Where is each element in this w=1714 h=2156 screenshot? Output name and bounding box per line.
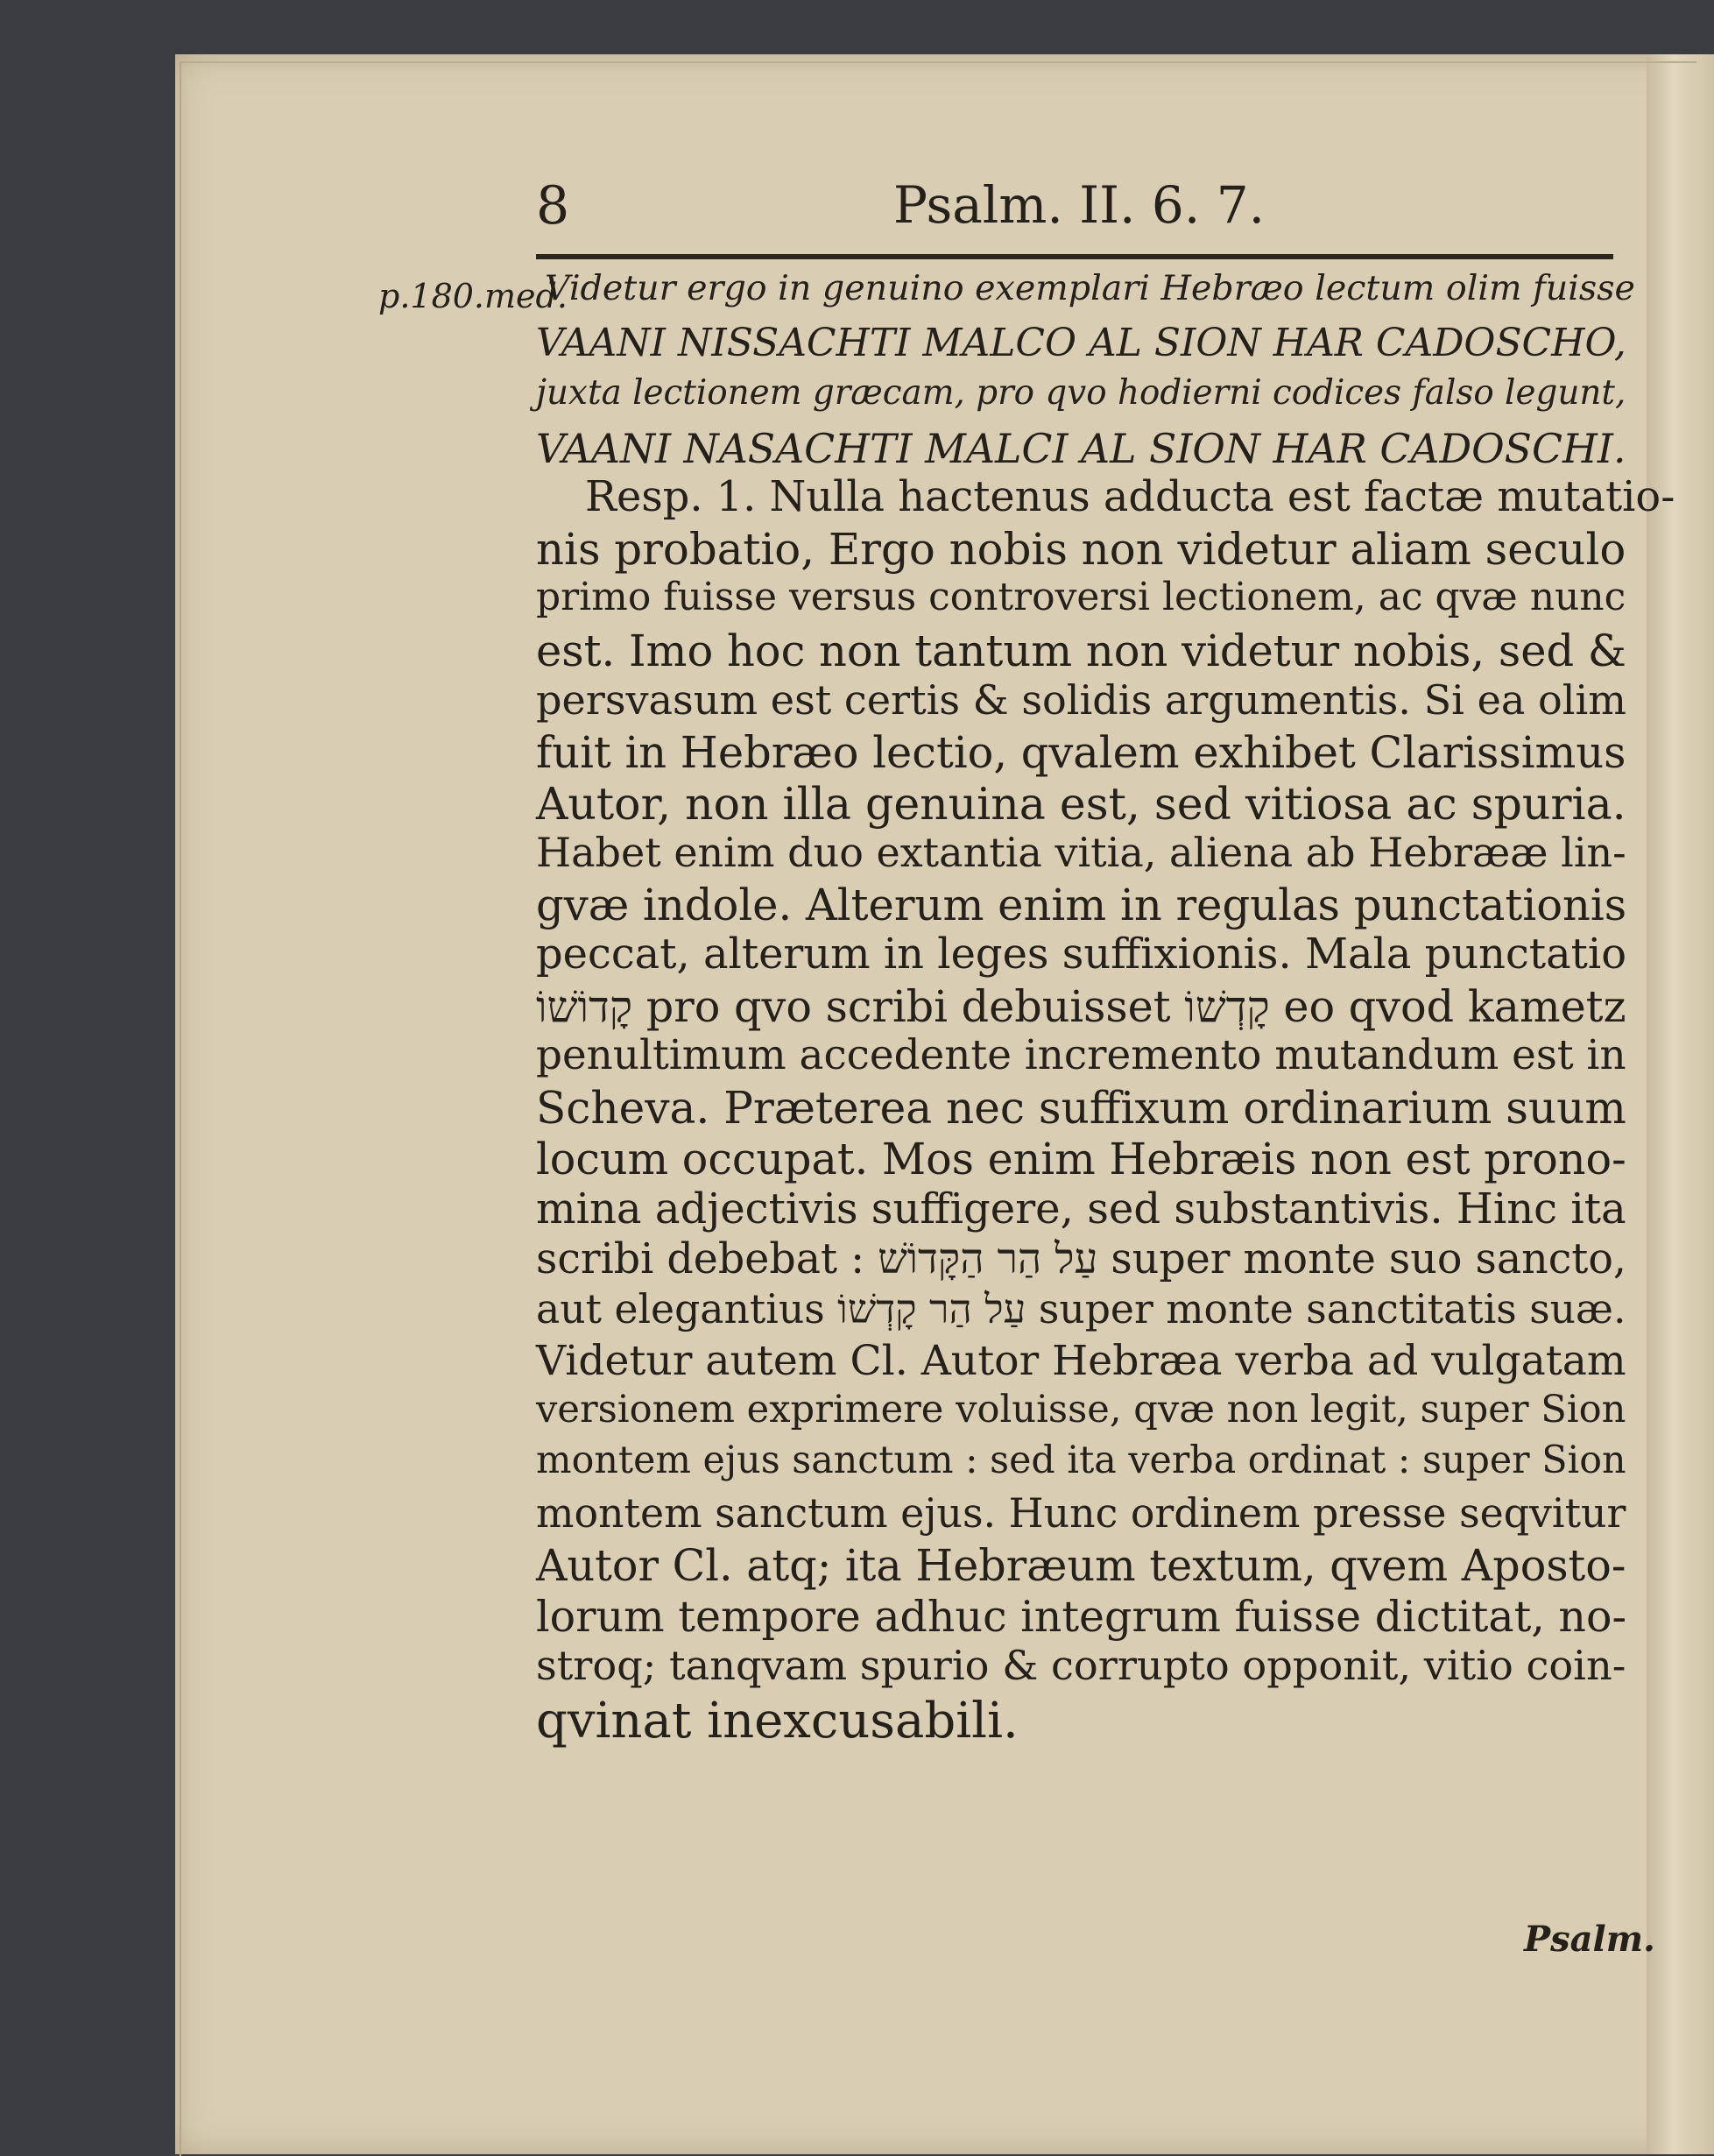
body-line: montem sanctum ejus. Hunc ordinem presse seqvitur [536, 1489, 1626, 1537]
body-line: locum occupat. Mos enim Hebræis non est prono- [536, 1134, 1626, 1184]
body-line: gvæ indole. Alterum enim in regulas punctationis [536, 880, 1627, 930]
quote-line: Videtur ergo in genuino exemplari Hebræo lectum olim fuisse [545, 268, 1635, 308]
quote-line: VAANI NASACHTI MALCI AL SION HAR CADOSCHI. [536, 426, 1626, 472]
margin-note: p.180.med. [378, 277, 568, 315]
body-line: versionem exprimere voluisse, qvæ non legit, super Sion [536, 1388, 1626, 1431]
body-line: scribi debebat : עַל הַר הַקָּדוֹשׁ super monte suo sancto, [536, 1235, 1626, 1283]
body-line: aut elegantius עַל הַר קָדְשׁוֹ super monte sanctitatis suæ. [536, 1286, 1626, 1332]
body-line: Habet enim duo extantia vitia, aliena ab Hebrææ lin- [536, 829, 1626, 876]
quote-line: juxta lectionem græcam, pro qvo hodierni codices falso legunt, [536, 373, 1626, 413]
body-line: קָדוֹשׁוֹ pro qvo scribi debuisset קָדְשׁוֹ eo qvod kametz [536, 981, 1626, 1032]
body-line: primo fuisse versus controversi lectionem, ac qvæ nunc [536, 575, 1626, 619]
quote-line: VAANI NISSACHTI MALCO AL SION HAR CADOSCHO, [536, 321, 1626, 365]
body-line: lorum tempore adhuc integrum fuisse dictitat, no- [536, 1591, 1627, 1642]
body-line: Autor, non illa genuina est, sed vitiosa ac spuria. [536, 778, 1626, 830]
body-line: montem ejus sanctum : sed ita verba ordinat : super Sion [536, 1439, 1626, 1482]
body-line: mina adjectivis suffigere, sed substantivis. Hinc ita [536, 1184, 1626, 1234]
body-line: fuit in Hebræo lectio, qvalem exhibet Clarissimus [536, 727, 1626, 778]
running-head-title: Psalm. II. 6. 7. [893, 175, 1266, 235]
body-line: stroq; tanqvam spurio & corrupto opponit, vitio coin- [536, 1642, 1626, 1689]
body-line: Videtur autem Cl. Autor Hebræa verba ad vulgatam [536, 1337, 1626, 1385]
body-line: est. Imo hoc non tantum non videtur nobis, sed & [536, 626, 1626, 676]
body-line: peccat, alterum in leges suffixionis. Mala punctatio [536, 930, 1627, 979]
page-number: 8 [536, 175, 570, 237]
catchword: Psalm. [1524, 1919, 1655, 1960]
body-line: Scheva. Præterea nec suffixum ordinarium suum [536, 1083, 1626, 1134]
body-line: nis probatio, Ergo nobis non videtur aliam seculo [536, 524, 1626, 575]
body-line: Resp. 1. Nulla hactenus adducta est factæ mutatio- [585, 473, 1675, 521]
body-line: penultimum accedente incremento mutandum est in [536, 1032, 1626, 1079]
body-line: Autor Cl. atq; ita Hebræum textum, qvem Aposto- [536, 1540, 1626, 1591]
header-rule [536, 254, 1613, 259]
body-line: persvasum est certis & solidis argumentis. Si ea olim [536, 676, 1626, 724]
body-line: qvinat inexcusabili. [536, 1693, 1019, 1750]
